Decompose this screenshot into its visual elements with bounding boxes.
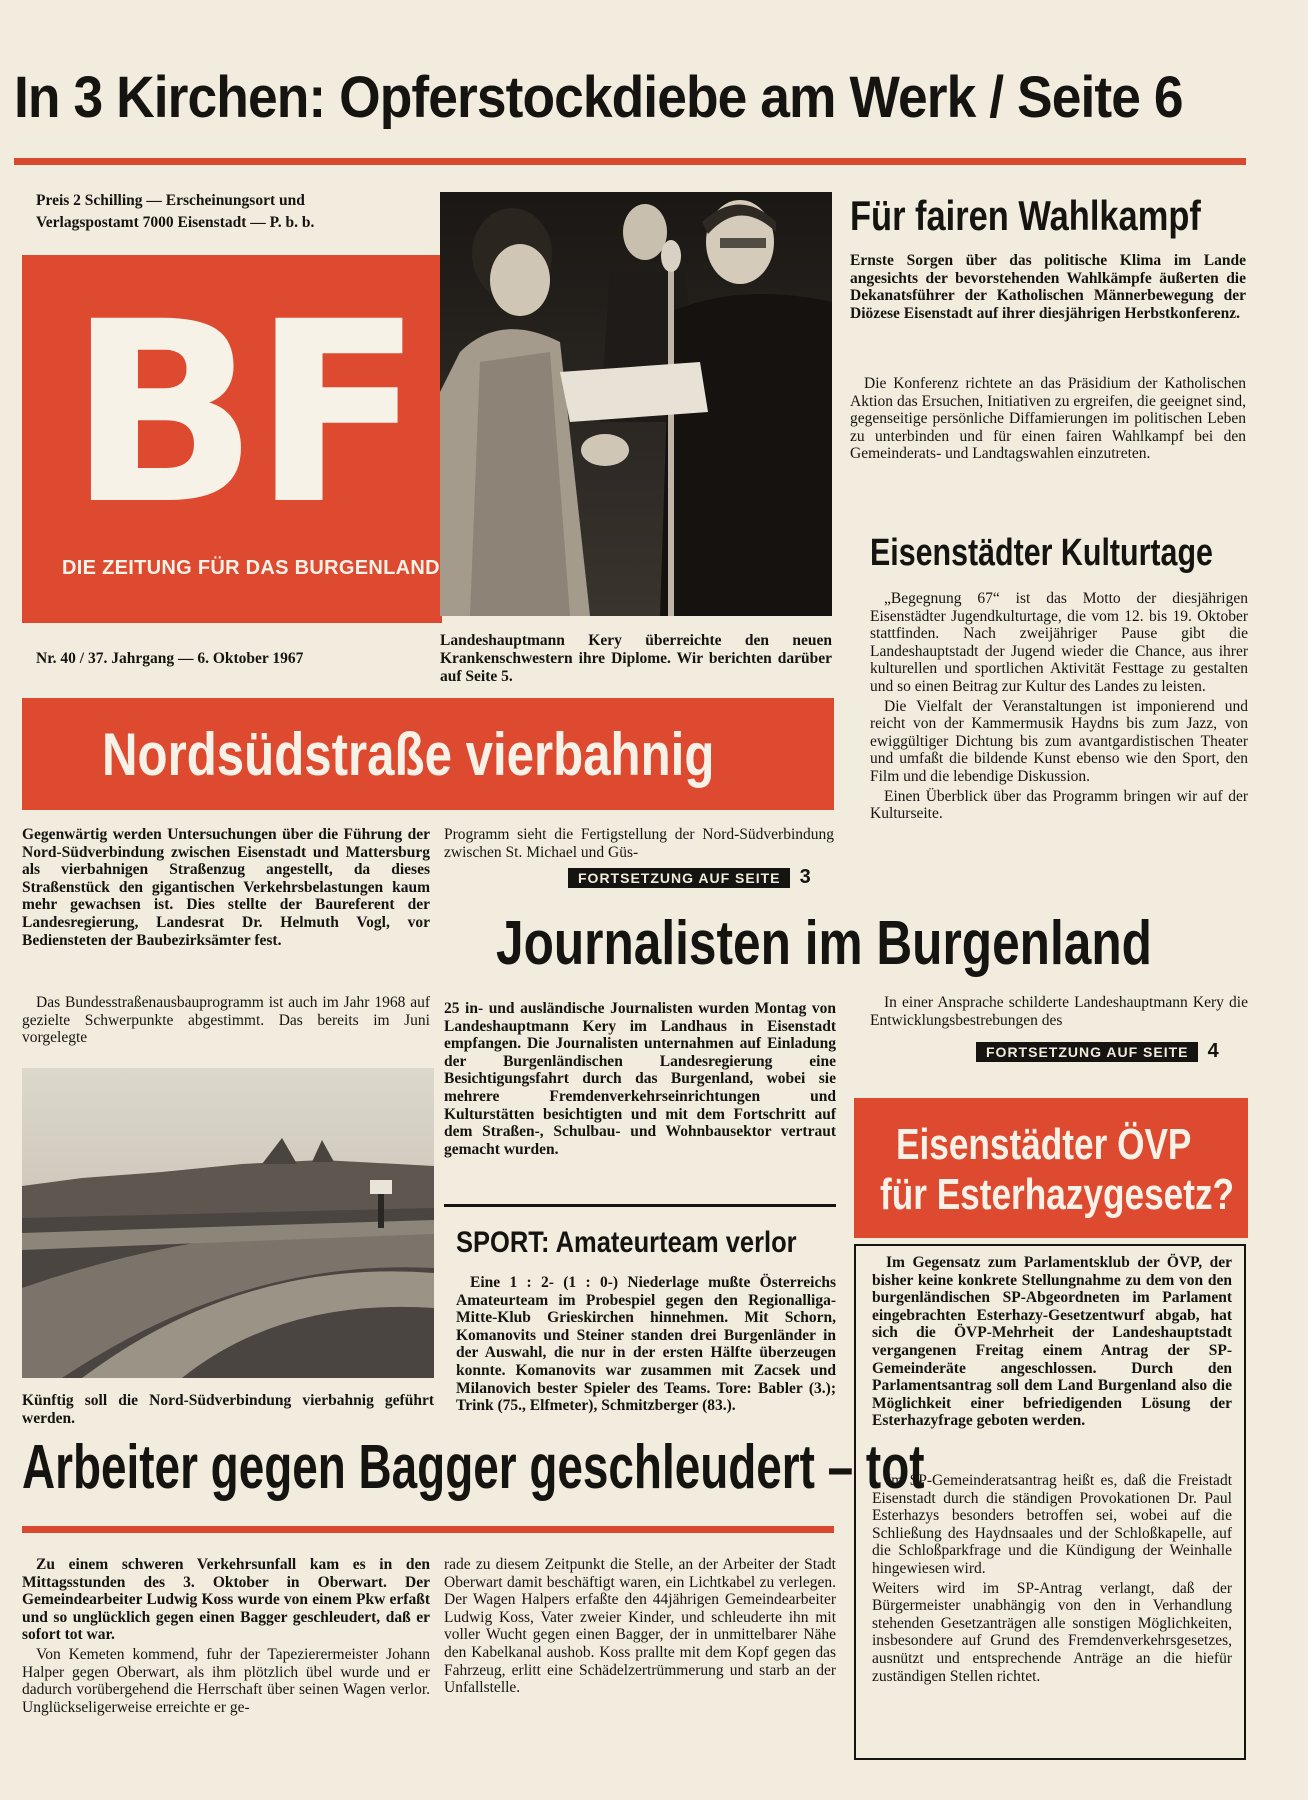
top-headline: In 3 Kirchen: Opferstockdiebe am Werk / Seite 6 xyxy=(14,65,1183,130)
article-bagger-lead: Zu einem schweren Verkehrsunfall kam es in den Mittagsstunden des 3. Oktober in Oberwart. Der Gemeindearbeiter Ludwig Koss wurde von einem Pkw erfaßt und so unglücklich gegen einen Bagger geschleudert, daß er sofort tot war. xyxy=(22,1556,430,1644)
article-wahlkampf-lead: Ernste Sorgen über das politische Klima im Lande angesichts der bevorstehenden Wahlkämpfe äußerten die Dekanatsführer der Katholischen Männerbewegung der Diözese Eisenstadt auf ihrer diesjährigen Herbstkonferenz. xyxy=(850,252,1246,322)
photo-diploma-image xyxy=(440,192,832,616)
tagline: DIE ZEITUNG FÜR DAS BURGENLAND xyxy=(62,557,440,579)
continued-label: FORTSETZUNG AUF SEITE xyxy=(568,868,790,888)
article-nordsued-body: Das Bundesstraßenausbauprogramm ist auch im Jahr 1968 auf gezielte Schwerpunkte abgestimmt. Das bereits im Juni vorgelegte xyxy=(22,994,430,1047)
headline-journalisten: Journalisten im Burgenland xyxy=(496,909,1152,978)
photo-top-caption: Landeshauptmann Kery überreichte den neuen Krankenschwestern ihre Diplome. Wir berichten darüber auf Seite 5. xyxy=(440,632,832,685)
masthead-logo-box xyxy=(22,255,442,623)
nordsued-headline-box xyxy=(22,698,834,810)
journalisten-continued xyxy=(976,1040,1219,1063)
continued-page: 3 xyxy=(799,866,811,888)
article-kulturtage-body: „Begegnung 67“ ist das Motto der diesjährigen Eisenstädter Jugendkulturtage, die vom 12. bis 19. Oktober stattfinden. Nach zweijähriger Pause gibt die Landeshauptstadt der Jugend wieder die Chance, aus ihrer kulturellen und sportlichen Aktivität Festtage zu gestalten und so einen Beitrag zur Kultur des Landes zu leisten. Die Vielfalt der Veranstaltungen ist imponierend und reicht von der Kammermusik Haydns bis zum Jazz, von ewiggültiger Dichtung bis zum avantgardistischen Theater und umfaßt die bildende Kunst ebenso wie den Sport, den Film und die lebendige Diskussion. Einen Überblick über das Programm bringen wir auf der Kulturseite. xyxy=(870,590,1248,823)
photo-road xyxy=(22,1068,434,1378)
logo: BF xyxy=(68,268,418,559)
article-nordsued-lead: Gegenwärtig werden Untersuchungen über die Führung der Nord-Südverbindung zwischen Eisenstadt und Mattersburg als vierbahnigen Straßenzug angestellt, da dieses Straßenstück den gigantischen Verkehrsbelastungen kaum mehr gewachsen ist. Dies stellte der Baureferent der Landesregierung, Landesrat Dr. Helmuth Vogl, vor Bediensteten der Baubezirksämter fest. xyxy=(22,826,430,949)
article-journalisten-body: In einer Ansprache schilderte Landeshauptmann Kery die Entwicklungsbestrebungen des xyxy=(870,994,1248,1029)
article-bagger-body-col2: rade zu diesem Zeitpunkt die Stelle, an der Arbeiter der Stadt Oberwart damit beschäftigt waren, ein Lichtkabel zu verlegen. Der Wagen Halpers erfaßte den 44jährigen Gemeindearbeiter Ludwig Koss, Vater zweier Kinder, und schleuderte ihn mit voller Wucht gegen einen Bagger, der in unmittelbarer Nähe den Kabelkanal aushob. Koss prallte mit dem Kopf gegen das Fahrzeug, erlitt eine Schädelzertrümmerung und starb an der Unfallstelle. xyxy=(444,1556,836,1697)
headline-oevp-line2: für Esterhazygesetz? xyxy=(880,1170,1235,1219)
headline-bagger: Arbeiter gegen Bagger geschleudert – tot xyxy=(22,1433,925,1502)
oevp-headline-box xyxy=(854,1098,1248,1238)
headline-sport: SPORT: Amateurteam verlor xyxy=(456,1226,797,1259)
photo-road-image xyxy=(22,1068,434,1378)
article-oevp-lead: Im Gegensatz zum Parlamentsklub der ÖVP, der bisher keine konkrete Stellungnahme zu dem von den burgenländischen SP-Abgeordneten im Parlament eingebrachten Esterhazy-Gesetzentwurf abgab, hat sich die ÖVP-Mehrheit der Landeshauptstadt vergangenen Freitag einem Antrag der SP-Gemeinderäte angeschlossen. Durch den Parlamentsantrag soll dem Land Burgenland also die Möglichkeit einer befriedigenden Lösung der Esterhazyfrage geboten werden. xyxy=(872,1254,1232,1430)
headline-oevp-line1: Eisenstädter ÖVP xyxy=(896,1120,1192,1169)
continued-label: FORTSETZUNG AUF SEITE xyxy=(976,1042,1198,1062)
article-wahlkampf-body: Die Konferenz richtete an das Präsidium der Katholischen Aktion das Ersuchen, Initiativen zu ergreifen, die geeignet sind, gegenseitige persönliche Diffamierungen im politischen Leben zu unterbinden und für einen fairen Wahlkampf bei den Gemeinderats- und Landtagswahlen einzutreten. xyxy=(850,375,1246,463)
photo-road-caption: Künftig soll die Nord-Südverbindung vierbahnig geführt werden. xyxy=(22,1392,434,1427)
photo-diploma-ceremony xyxy=(440,192,832,616)
article-nordsued-body-col2: Programm sieht die Fertigstellung der Nord-Südverbindung zwischen St. Michael und Güs- xyxy=(444,826,834,861)
bagger-divider xyxy=(22,1526,834,1533)
article-journalisten-lead: 25 in- und ausländische Journalisten wurden Montag von Landeshauptmann Kery im Landhaus in Eisenstadt empfangen. Die Journalisten unternahmen auf Einladung der Burgenländischen Landesregierung eine Besichtigungsfahrt durch das Burgenland, wobei sie mehrere Fremdenverkehrseinrichtungen und Kulturstätten besichtigten und mit dem Fortschritt auf dem Straßen-, Schulbau- und Wohnbausektor vertraut gemacht wurden. xyxy=(444,1000,836,1158)
article-sport-body: Eine 1 : 2- (1 : 0-) Niederlage mußte Österreichs Amateurteam im Probespiel gegen den Regionalliga-Mitte-Klub Grieskirchen hinnehmen. Mit Schorn, Komanovits und Steiner standen drei Burgenländer in der Auswahl, die nur in der ersten Hälfte überzeugen konnte. Komanovits war zusammen mit Zacsek und Milanovich bester Spieler des Teams. Tore: Babler (3.); Trink (75., Elfmeter), Schmitzberger (83.). xyxy=(456,1274,836,1415)
issue-line: Nr. 40 / 37. Jahrgang — 6. Oktober 1967 xyxy=(36,650,304,667)
top-divider xyxy=(14,158,1246,165)
headline-wahlkampf: Für fairen Wahlkampf xyxy=(850,192,1201,239)
price-line: Preis 2 Schilling — Erscheinungsort und Verlagspostamt 7000 Eisenstadt — P. b. b. xyxy=(36,192,315,231)
continued-page: 4 xyxy=(1207,1040,1219,1062)
sport-divider xyxy=(444,1204,836,1207)
headline-nordsued: Nordsüdstraße vierbahnig xyxy=(102,721,715,788)
nordsued-continued xyxy=(568,866,811,889)
article-bagger-body: Von Kemeten kommend, fuhr der Tapezierermeister Johann Halper gegen Oberwart, als ihm plötzlich übel wurde und er dadurch vorübergehend die Herrschaft über seinen Wagen verlor. Unglückseligerweise erreichte er ge- xyxy=(22,1646,430,1716)
headline-kulturtage: Eisenstädter Kulturtage xyxy=(870,532,1213,574)
article-oevp-body: Im SP-Gemeinderatsantrag heißt es, daß die Freistadt Eisenstadt durch die ständigen Provokationen Dr. Paul Esterhazys besonders betroffen sei, wobei auf die Schließung des Haydnsaales und der Schloßkapelle, auf die Schloßparkfrage und die Kündigung der Weinhalle hingewiesen wird. Weiters wird im SP-Antrag verlangt, daß der Bürgermeister unabhängig von den in Verhandlung stehenden Gesetzanträgen alle sonstigen Möglichkeiten, insbesondere auf Grund des Fremdenverkehrsgesetzes, ausnützt und entsprechende Anträge an die hiefür zuständigen Stellen richtet. xyxy=(872,1472,1232,1685)
